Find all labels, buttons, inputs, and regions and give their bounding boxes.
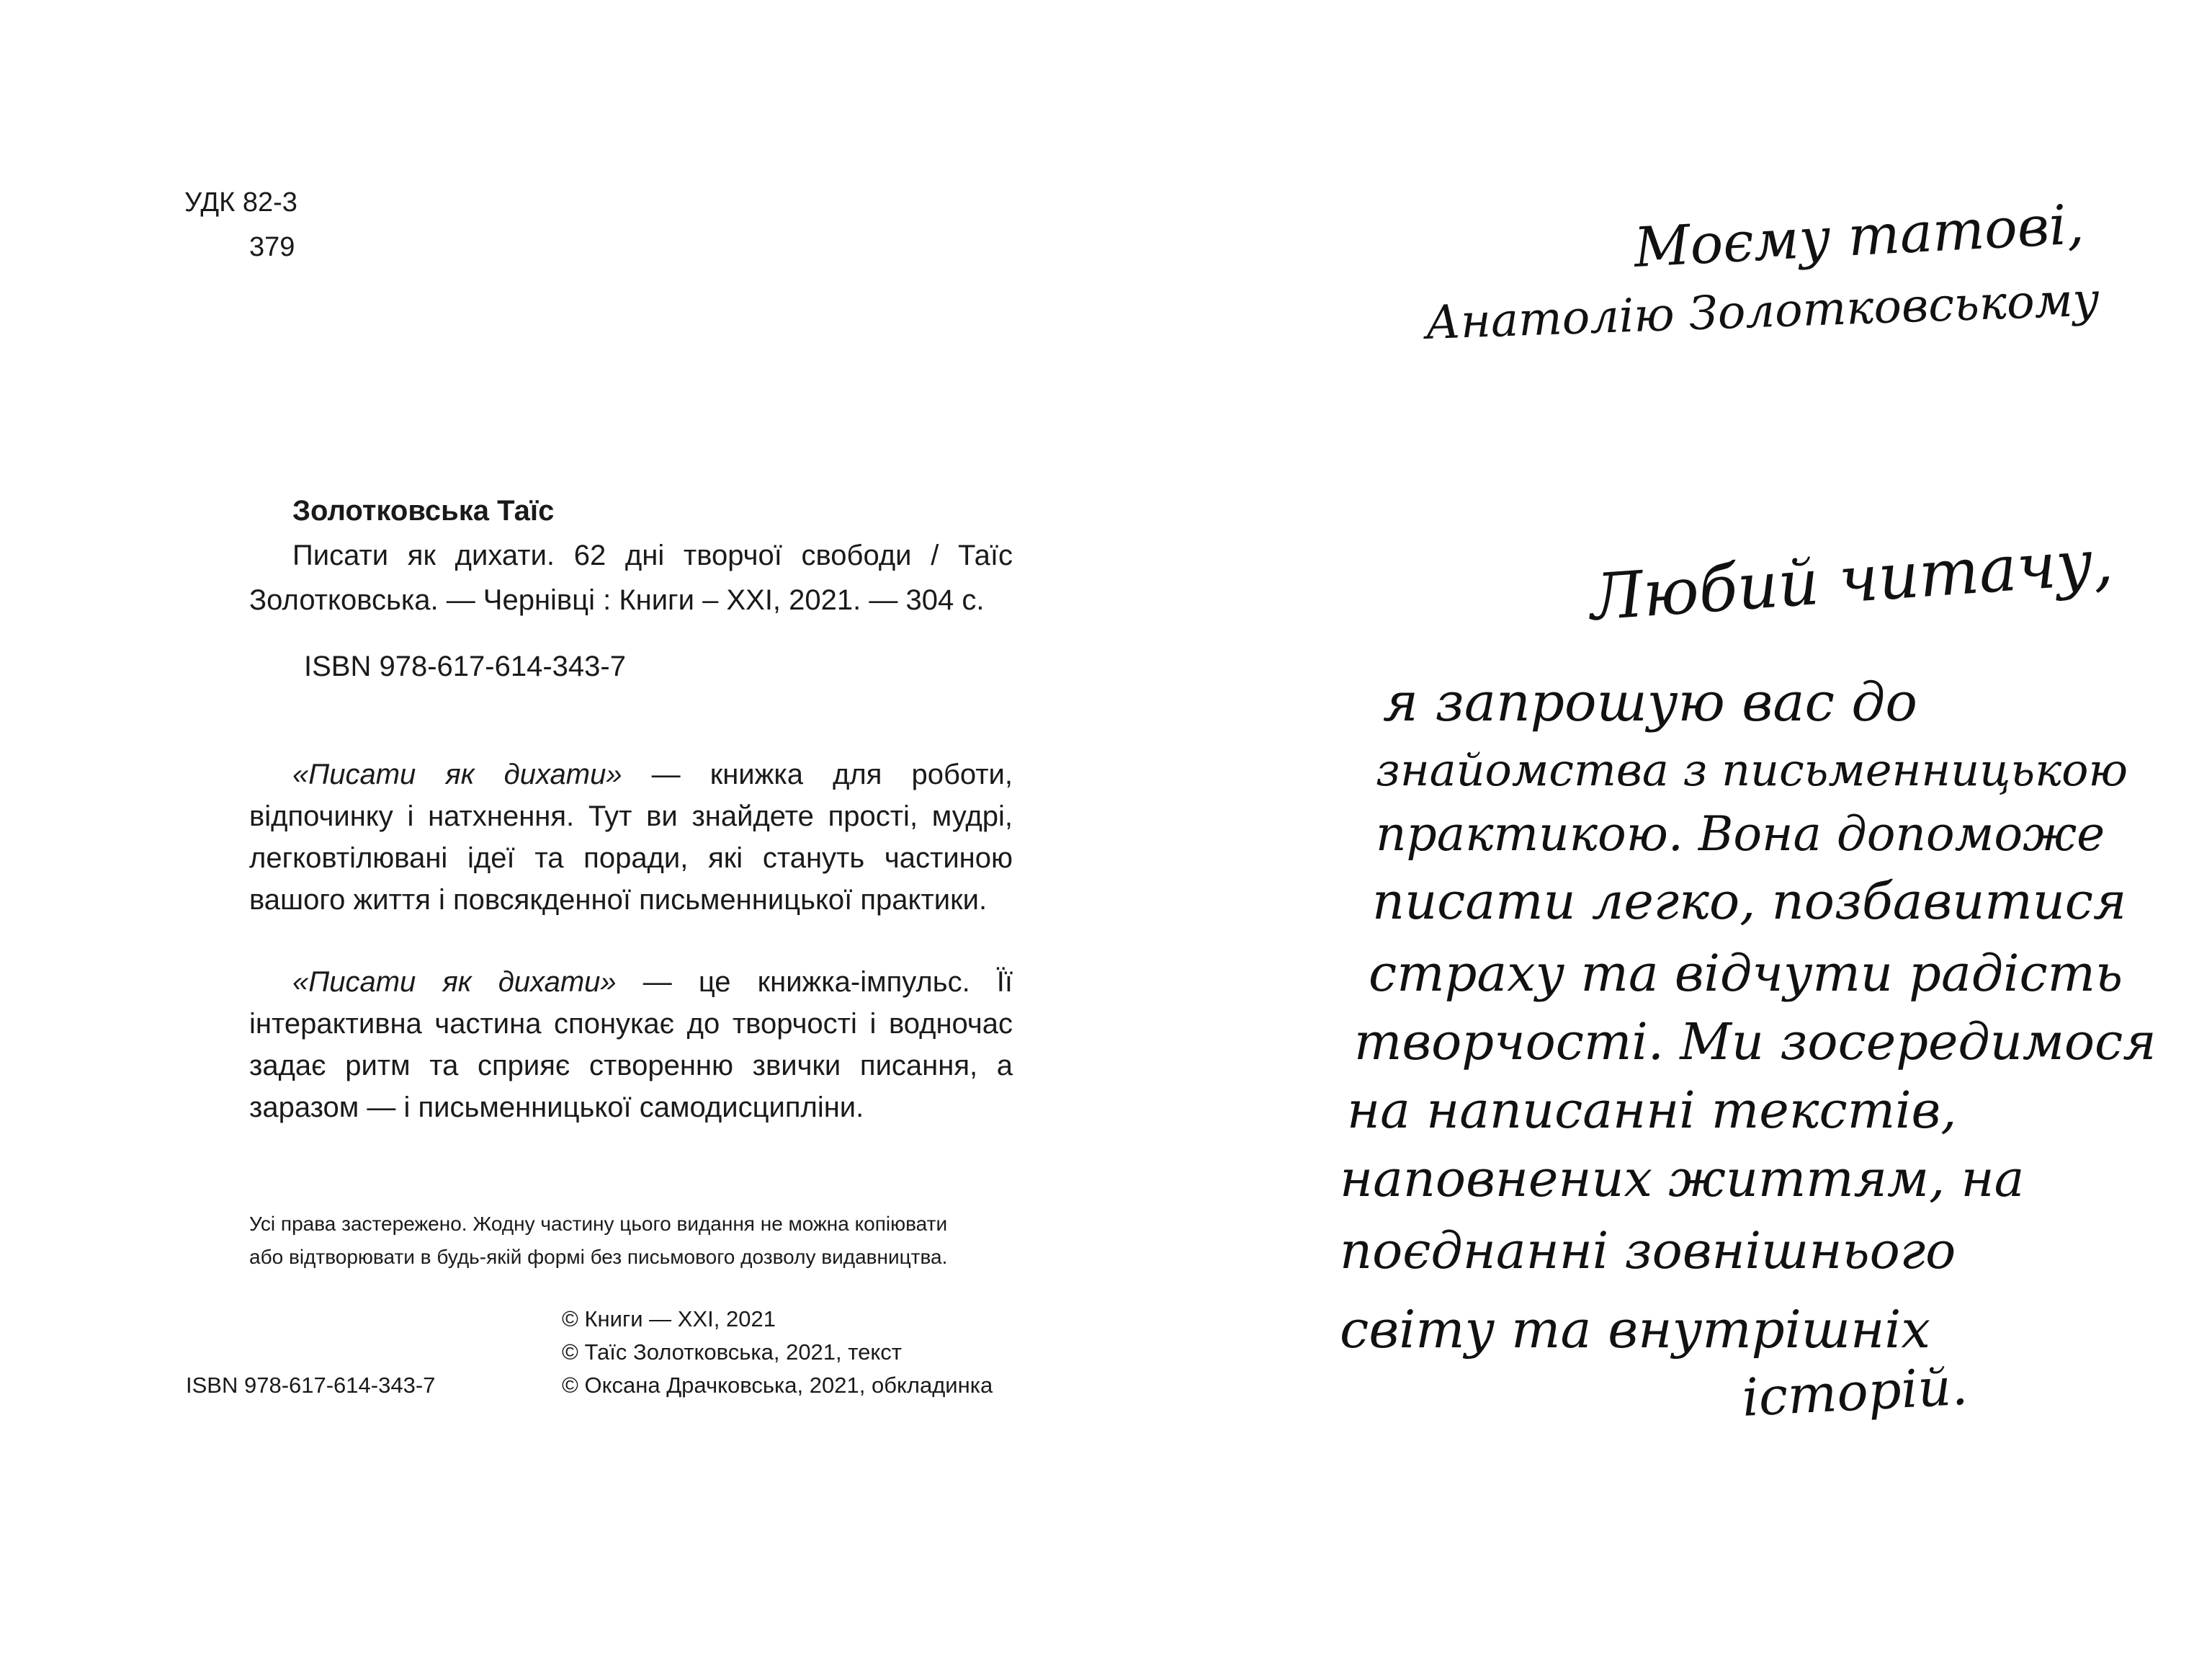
annotation-1-title: «Писати як дихати»: [292, 759, 622, 790]
letter-line-11: історій.: [1740, 1355, 1969, 1428]
letter-line-1: я запрошую вас до: [1383, 671, 1917, 733]
dedication-line-2: Анатолію Золотковському: [1424, 273, 2100, 350]
desc-line-2: Золотковська. — Чернівці : Книги – ХХІ, 2021. — 304 с.: [249, 584, 985, 616]
copyright-publisher: © Книги — ХХІ, 2021: [562, 1306, 776, 1331]
rights-line-2: або відтворювати в будь-якій формі без письмового дозволу видавництва.: [249, 1246, 948, 1268]
isbn-top: ISBN 978-617-614-343-7: [304, 651, 626, 682]
letter-line-8: наповнених життям, на: [1340, 1149, 2025, 1208]
annotation-2-title: «Писати як дихати»: [292, 966, 617, 998]
bbk-code: 379: [249, 232, 295, 262]
letter-line-3: практикою. Вона допоможе: [1376, 806, 2105, 862]
copyright-cover: © Оксана Драчковська, 2021, обкладинка: [562, 1373, 993, 1398]
annotation-1-text: — книжка для роботи, відпочинку і натхнення. Тут ви знайдете прості, мудрі, легковтілювані ідеї та поради, які стануть частиною вашого життя і повсякденної письменницької практики.: [249, 759, 1013, 916]
annotation-2-text: — це книжка-імпульс. Її інтерактивна частина спонукає до творчості і водночас задає ритм та сприяє створенню звички писання, а заразом — і письменницької самодисципліни.: [249, 966, 1013, 1123]
desc-line-1: Писати як дихати. 62 дні творчої свободи / Таїс: [292, 540, 1013, 571]
copyright-author: © Таїс Золотковська, 2021, текст: [562, 1339, 902, 1365]
letter-line-5: страху та відчути радість: [1369, 944, 2123, 1003]
letter-line-6: творчості. Ми зосередимося: [1354, 1012, 2157, 1071]
dedication-line-1: Моєму татові,: [1632, 192, 2086, 280]
letter-line-9: поєднанні зовнішнього: [1340, 1221, 1956, 1280]
rights-line-1: Усі права застережено. Жодну частину цього видання не можна копіювати: [249, 1213, 948, 1235]
letter-line-2: знайомства з письменницькою: [1376, 744, 2128, 796]
letter-line-10: світу та внутрішніх: [1340, 1299, 1931, 1360]
isbn-bottom: ISBN 978-617-614-343-7: [186, 1373, 436, 1398]
author-name: Золотковська Таїс: [292, 495, 555, 527]
letter-greeting: Любий читачу,: [1588, 524, 2115, 635]
udk-code: УДК 82-3: [184, 187, 297, 218]
letter-line-7: на написанні текстів,: [1347, 1081, 1957, 1140]
letter-line-4: писати легко, позбавитися: [1372, 872, 2127, 931]
